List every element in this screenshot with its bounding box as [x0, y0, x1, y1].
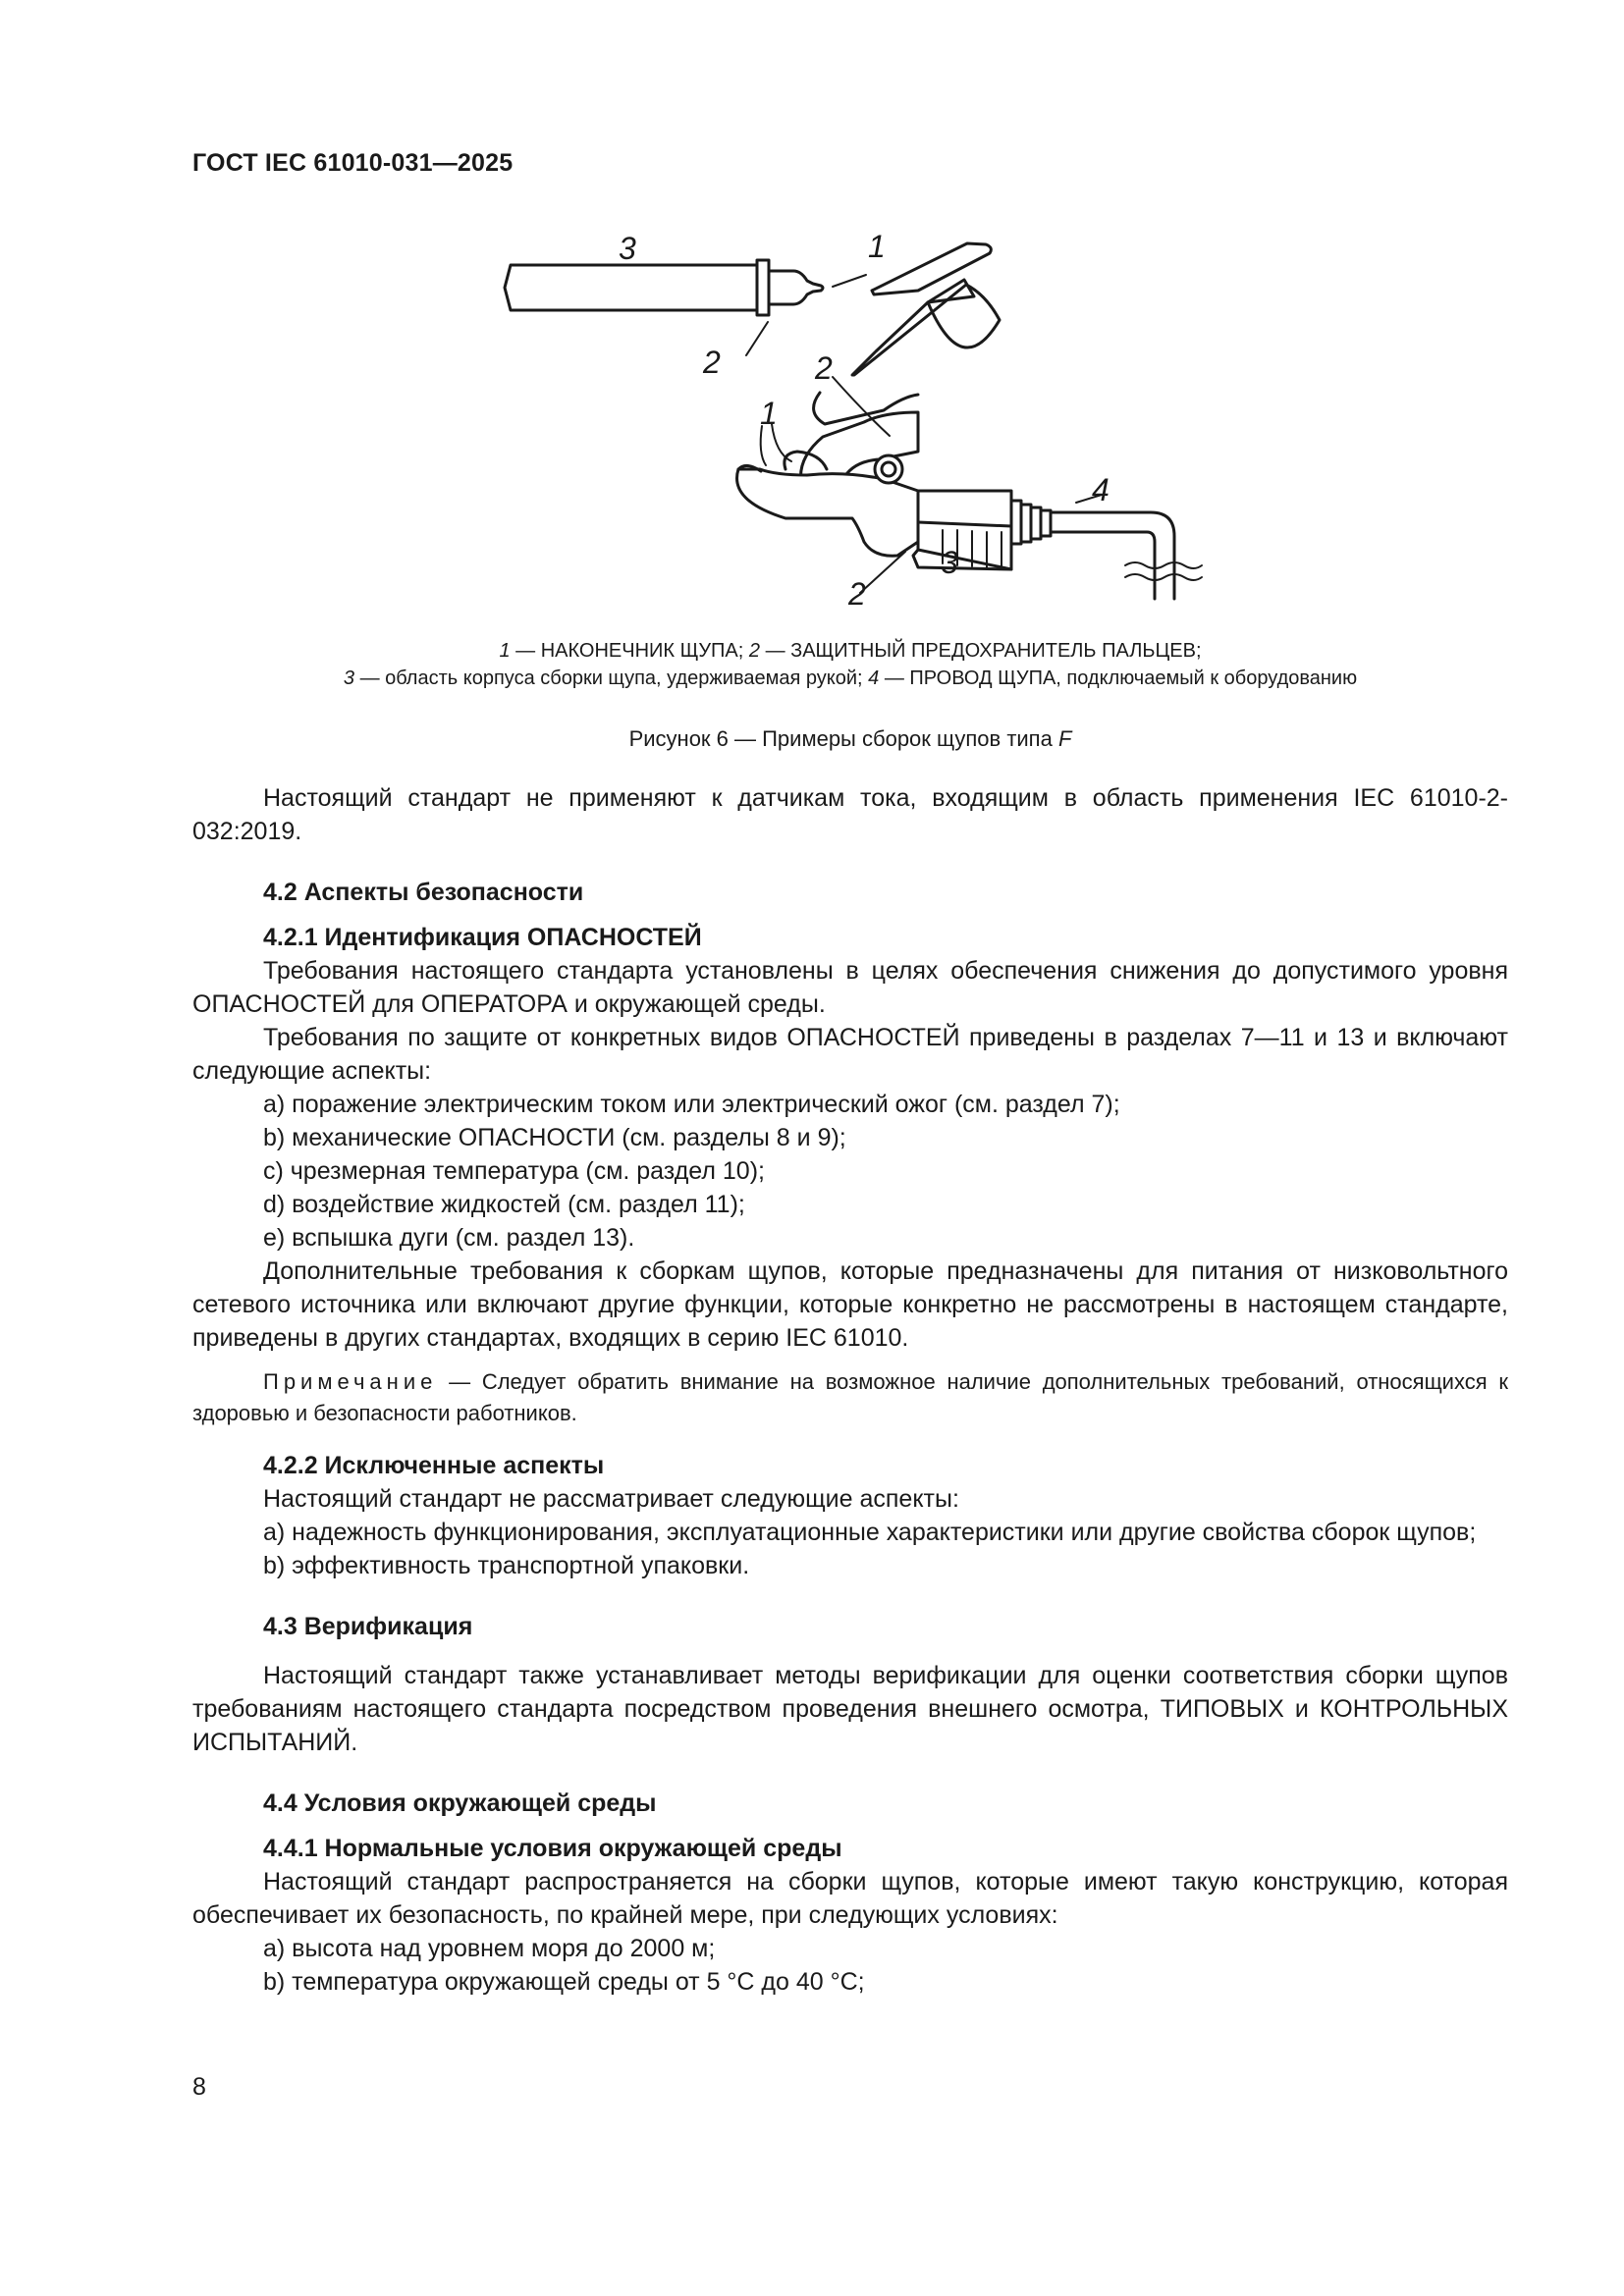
note-text: — Следует обратить внимание на возможное наличие дополнительных требований, относящихся к здоровью и безопасности работников. — [192, 1369, 1508, 1425]
legend-text-1: — НАКОНЕЧНИК ЩУПА; — [510, 640, 749, 662]
legend-num-1: 1 — [499, 640, 511, 662]
figure-label-4: 4 — [1092, 472, 1110, 507]
page-number: 8 — [192, 2073, 206, 2101]
list-item: b) механические ОПАСНОСТИ (см. разделы 8 и 9); — [263, 1124, 846, 1151]
list-item: b) эффективность транспортной упаковки. — [263, 1552, 750, 1579]
paragraph-4-2-1c: Дополнительные требования к сборкам щупов, которые предназначены для питания от низковольтного сетевого источника или включают другие функции, которые конкретно не рассмотрены в настоящем стандарте, приведены в других стандартах, входящих в серию IEC 61010. — [192, 1257, 1508, 1352]
figure-label-1-top: 1 — [868, 229, 886, 264]
heading-4-4-1: 4.4.1 Нормальные условия окружающей среды — [263, 1835, 842, 1862]
heading-4-3: 4.3 Верификация — [263, 1613, 473, 1640]
legend-text-2: — ЗАЩИТНЫЙ ПРЕДОХРАНИТЕЛЬ ПАЛЬЦЕВ; — [760, 640, 1202, 662]
probe-figure — [481, 214, 1227, 626]
note-label: Примечание — [263, 1369, 438, 1394]
figure-caption — [192, 726, 1508, 752]
paragraph-4-2-2: Настоящий стандарт не рассматривает следующие аспекты: — [263, 1485, 959, 1513]
figure-label-3-clip: 3 — [941, 545, 958, 580]
legend-text-3: — область корпуса сборки щупа, удерживаемая рукой; — [354, 667, 869, 689]
list-item: a) надежность функционирования, эксплуатационные характеристики или другие свойства сборок щупов; — [263, 1519, 1477, 1546]
figure-caption-italic: F — [1057, 726, 1072, 751]
legend-num-3: 3 — [343, 667, 355, 689]
paragraph-4-3: Настоящий стандарт также устанавливает методы верификации для оценки соответствия сборки щупов требованиям настоящего стандарта посредством проведения внешнего осмотра, ТИПОВЫХ и КОНТРОЛЬНЫХ ИСПЫТАНИЙ. — [192, 1662, 1508, 1756]
list-item: a) поражение электрическим током или электрический ожог (см. раздел 7); — [263, 1091, 1120, 1118]
list-item: e) вспышка дуги (см. раздел 13). — [263, 1224, 635, 1252]
document-body — [192, 781, 1508, 1999]
legend-num-2: 2 — [748, 640, 761, 662]
figure-label-1-clip: 1 — [760, 396, 778, 431]
figure-legend-line-2 — [192, 667, 1508, 690]
heading-4-2: 4.2 Аспекты безопасности — [263, 879, 584, 906]
list-item: c) чрезмерная температура (см. раздел 10); — [263, 1157, 765, 1185]
heading-4-2-2: 4.2.2 Исключенные аспекты — [263, 1452, 605, 1479]
legend-num-4: 4 — [868, 667, 880, 689]
list-item: d) воздействие жидкостей (см. раздел 11); — [263, 1191, 745, 1218]
figure-caption-text: Рисунок 6 — Примеры сборок щупов типа — [628, 726, 1058, 751]
document-header: ГОСТ IEC 61010-031—2025 — [192, 149, 514, 177]
figure-legend-line-1 — [192, 640, 1508, 663]
figure-label-2-top: 2 — [703, 345, 721, 380]
paragraph-4-2-1b: Требования по защите от конкретных видов ОПАСНОСТЕЙ приведены в разделах 7—11 и 13 и включают следующие аспекты: — [192, 1024, 1508, 1085]
heading-4-2-1: 4.2.1 Идентификация ОПАСНОСТЕЙ — [263, 924, 702, 951]
straight-probe-drawing — [505, 260, 823, 315]
paragraph-intro: Настоящий стандарт не применяют к датчикам тока, входящим в область применения IEC 61010-2-032:2019. — [192, 784, 1508, 845]
paragraph-4-2-1a: Требования настоящего стандарта установлены в целях обеспечения снижения до допустимого уровня ОПАСНОСТЕЙ для ОПЕРАТОРА и окружающей среды. — [192, 957, 1508, 1018]
paragraph-4-4-1: Настоящий стандарт распространяется на сборки щупов, которые имеют такую конструкцию, которая обеспечивает их безопасность, по крайней мере, при следующих условиях: — [192, 1868, 1508, 1929]
heading-4-4: 4.4 Условия окружающей среды — [263, 1789, 657, 1817]
figure-label-3-top: 3 — [619, 231, 636, 266]
list-item: b) температура окружающей среды от 5 °C до 40 °C; — [263, 1968, 865, 1996]
figure-label-2-clip: 2 — [815, 350, 833, 386]
figure-label-2-bottom: 2 — [848, 576, 866, 612]
note-paragraph — [192, 1366, 1508, 1429]
list-item: a) высота над уровнем моря до 2000 м; — [263, 1935, 716, 1962]
legend-text-4: — ПРОВОД ЩУПА, подключаемый к оборудованию — [879, 667, 1358, 689]
